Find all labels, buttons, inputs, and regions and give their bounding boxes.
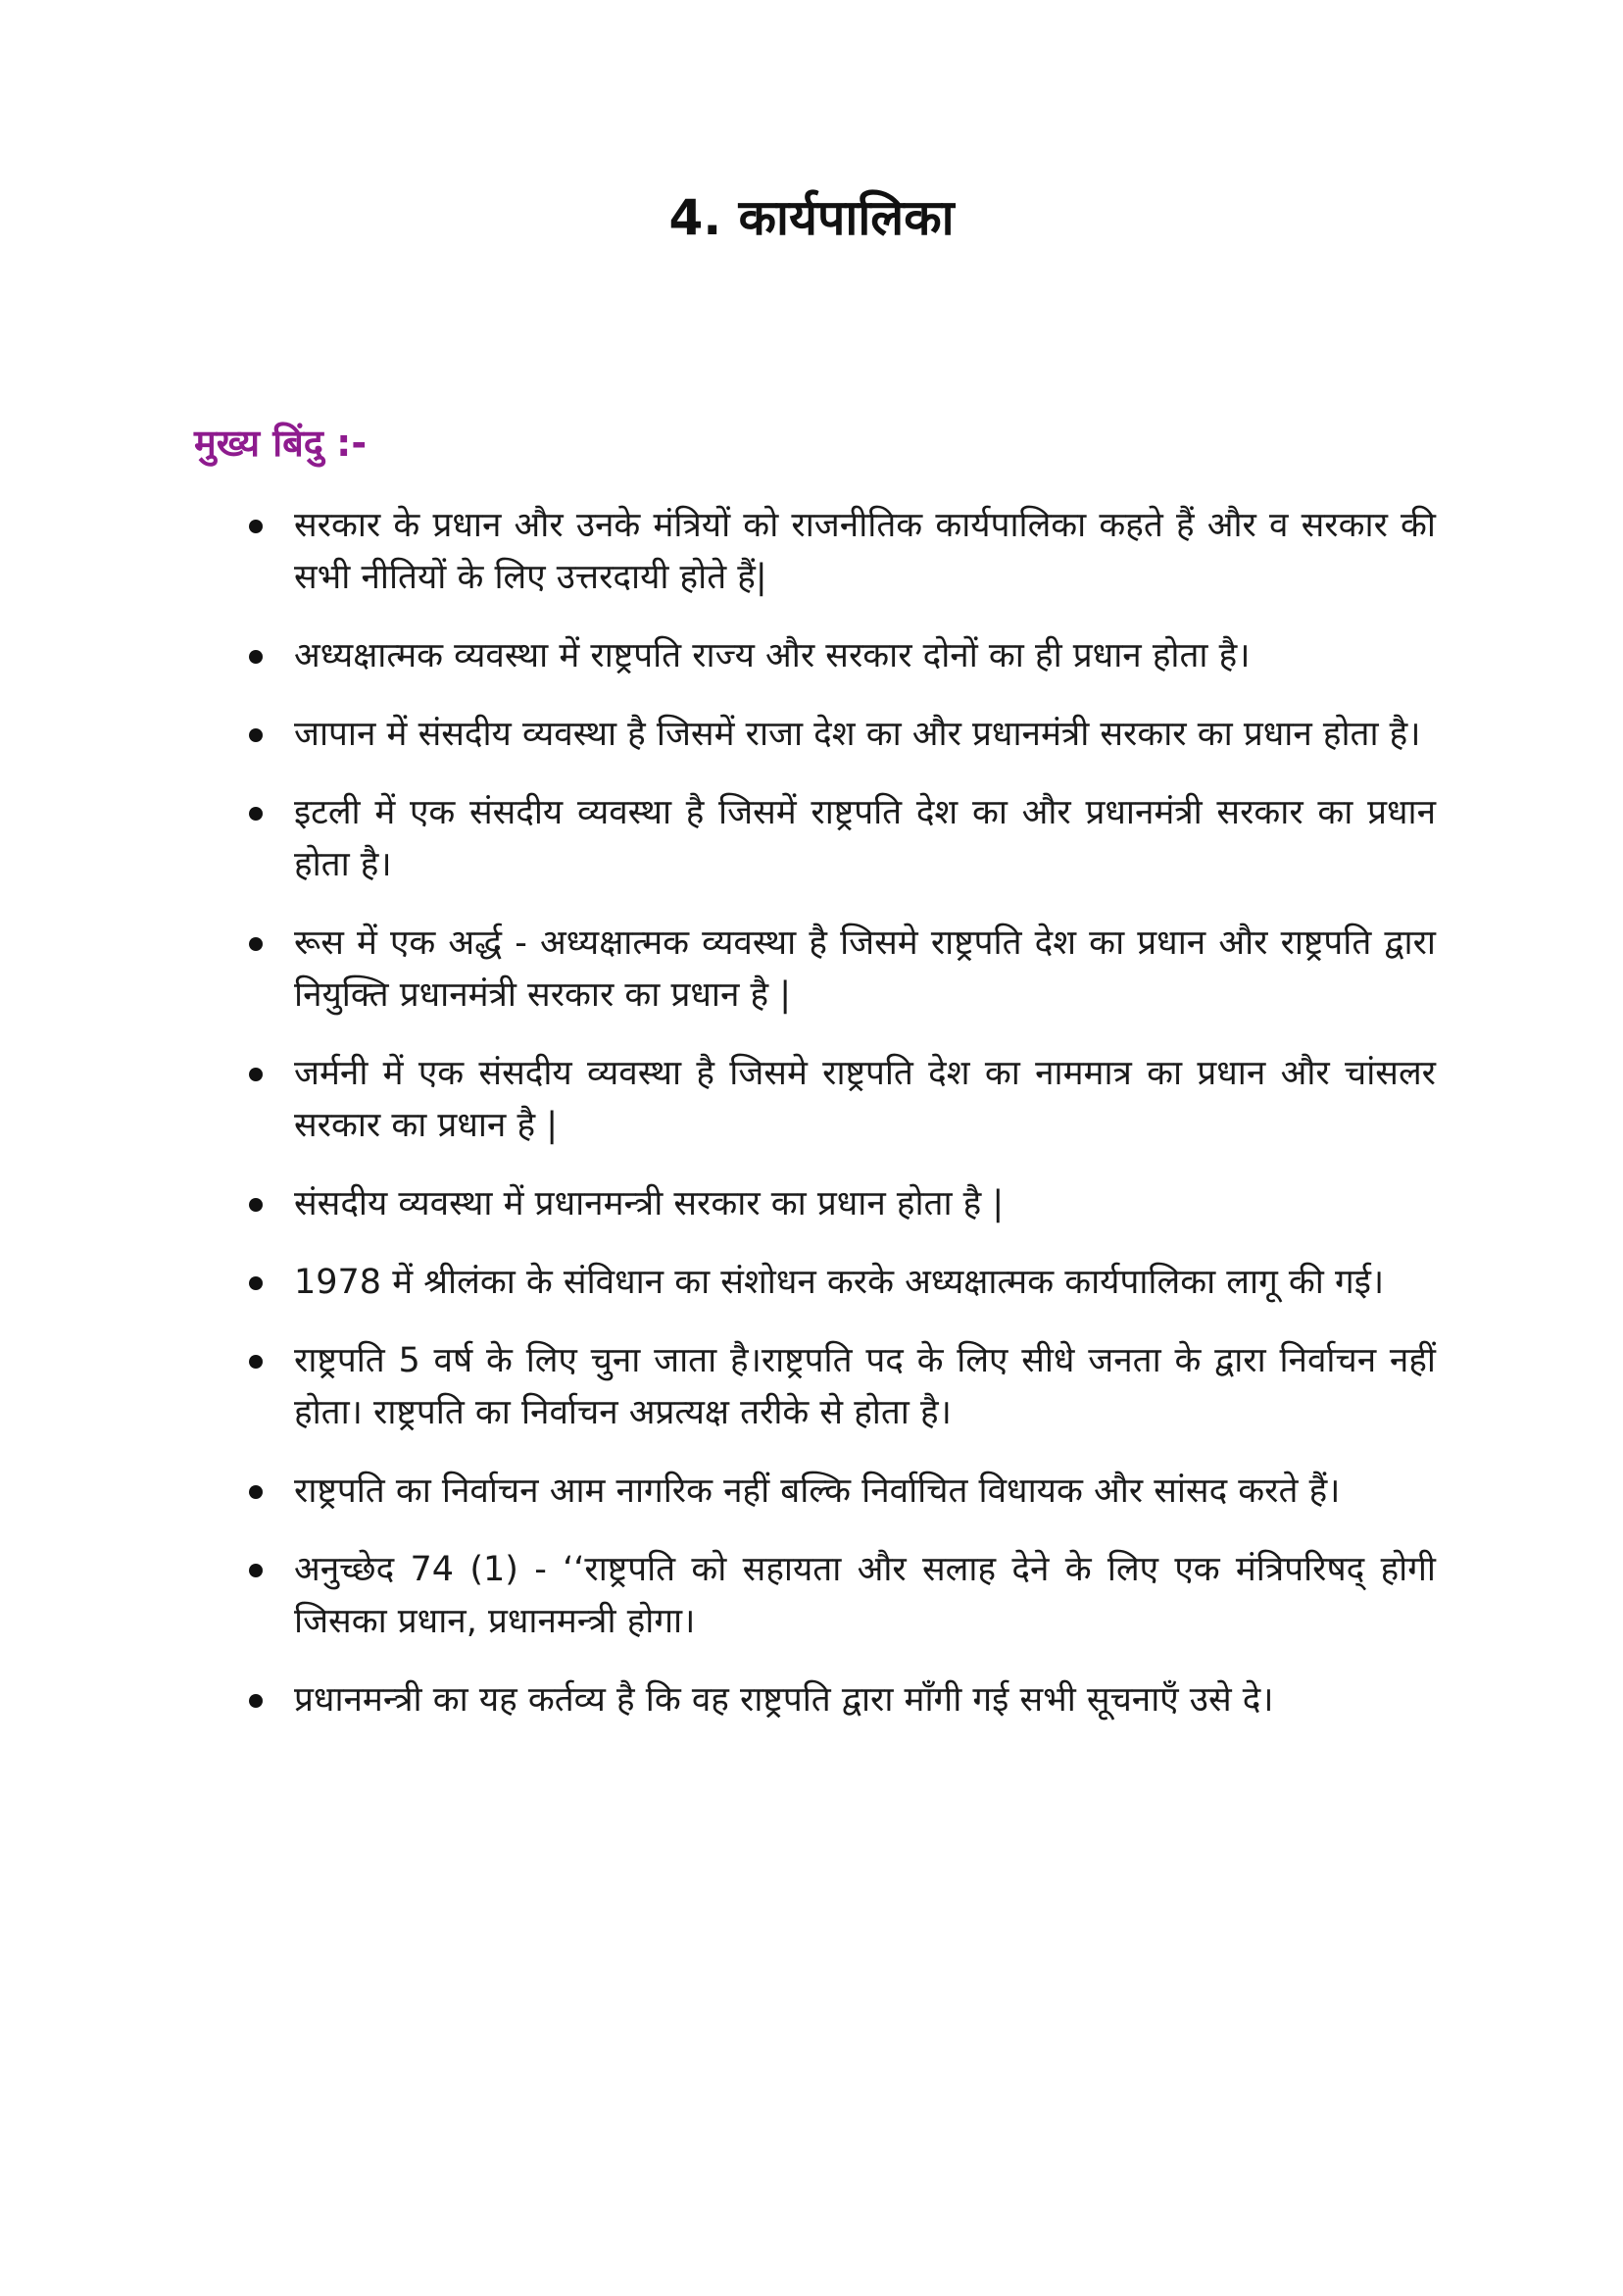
- bullet-icon: [249, 937, 263, 951]
- list-item: [245, 918, 1436, 1022]
- list-item: [245, 1674, 1436, 1726]
- bullet-icon: [249, 1355, 263, 1369]
- point-text: राष्ट्रपति का निर्वाचन आम नागरिक नहीं बल्कि निर्वाचित विधायक और सांसद करते हैं।: [294, 1472, 1341, 1511]
- bullet-icon: [249, 1694, 263, 1708]
- point-text: राष्ट्रपति 5 वर्ष के लिए चुना जाता है।राष्ट्रपति पद के लिए सीधे जनता के द्वारा निर्वाचन नहीं होता। राष्ट्रपति का निर्वाचन अप्रत्यक्ष तरीके से होता है।: [294, 1341, 1436, 1432]
- chapter-title: 4. कार्यपालिका: [668, 189, 955, 246]
- bullet-icon: [249, 1198, 263, 1212]
- list-item: [245, 1544, 1436, 1648]
- list-item: [245, 787, 1436, 891]
- list-item: [245, 500, 1436, 604]
- point-text: 1978 में श्रीलंका के संविधान का संशोधन करके अध्यक्षात्मक कार्यपालिका लागू की गई।: [294, 1263, 1385, 1302]
- list-item: [245, 1466, 1436, 1518]
- bullet-icon: [249, 807, 263, 821]
- bullet-icon: [249, 1564, 263, 1577]
- bullet-icon: [249, 1068, 263, 1081]
- list-item: [245, 1257, 1436, 1309]
- key-points-list: [245, 500, 1436, 1753]
- list-item: [245, 1335, 1436, 1439]
- bullet-icon: [249, 650, 263, 664]
- list-item: [245, 630, 1436, 682]
- point-text: इटली में एक संसदीय व्यवस्था है जिसमें राष्ट्रपति देश का और प्रधानमंत्री सरकार का प्रधान होता है।: [294, 793, 1436, 884]
- point-text: सरकार के प्रधान और उनके मंत्रियों को राजनीतिक कार्यपालिका कहते हैं और व सरकार की सभी नीतियों के लिए उत्तरदायी होते हैं|: [294, 506, 1436, 597]
- point-text: अनुच्छेद 74 (1) - ‘‘राष्ट्रपति को सहायता और सलाह देने के लिए एक मंत्रिपरिषद् होगी जिसका प्रधान, प्रधानमन्त्री होगा।: [294, 1550, 1436, 1641]
- point-text: जर्मनी में एक संसदीय व्यवस्था है जिसमे राष्ट्रपति देश का नाममात्र का प्रधान और चांसलर सरकार का प्रधान है |: [294, 1054, 1436, 1145]
- point-text: रूस में एक अर्द्ध - अध्यक्षात्मक व्यवस्था है जिसमे राष्ट्रपति देश का प्रधान और राष्ट्रपति द्वारा नियुक्ति प्रधानमंत्री सरकार का प्रधान है |: [294, 923, 1436, 1015]
- list-item: [245, 1048, 1436, 1152]
- list-item: [245, 709, 1436, 761]
- bullet-icon: [249, 1485, 263, 1499]
- bullet-icon: [249, 728, 263, 742]
- point-text: अध्यक्षात्मक व्यवस्था में राष्ट्रपति राज्य और सरकार दोनों का ही प्रधान होता है।: [294, 636, 1251, 675]
- list-item: [245, 1178, 1436, 1230]
- point-text: संसदीय व्यवस्था में प्रधानमन्त्री सरकार का प्रधान होता है |: [294, 1184, 1005, 1223]
- point-text: प्रधानमन्त्री का यह कर्तव्य है कि वह राष्ट्रपति द्वारा माँगी गई सभी सूचनाएँ उसे दे।: [294, 1680, 1274, 1720]
- bullet-icon: [249, 1276, 263, 1290]
- point-text: जापान में संसदीय व्यवस्था है जिसमें राजा देश का और प्रधानमंत्री सरकार का प्रधान होता है।: [294, 715, 1421, 754]
- section-heading: मुख्य बिंदु :-: [194, 422, 368, 465]
- bullet-icon: [249, 520, 263, 533]
